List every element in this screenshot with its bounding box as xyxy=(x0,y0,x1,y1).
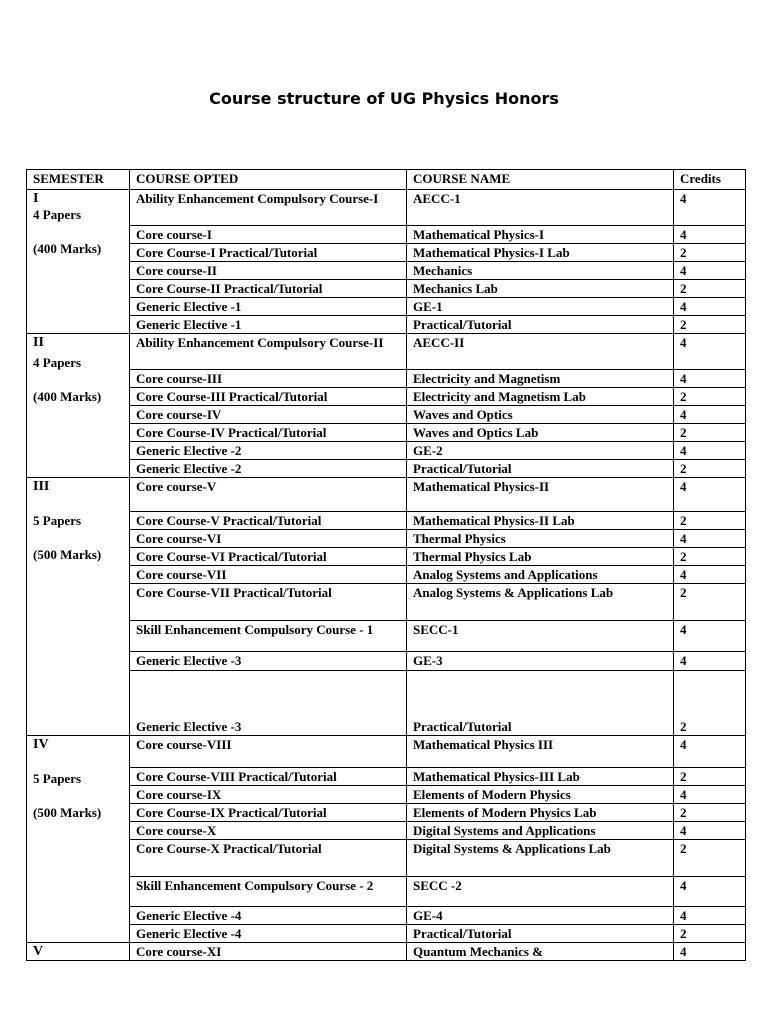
table-row xyxy=(27,424,746,442)
credits-cell: 4 xyxy=(674,442,746,460)
credits-cell: 4 xyxy=(674,190,746,226)
course-name-cell: Analog Systems & Applications Lab xyxy=(407,584,674,621)
credits-cell: 4 xyxy=(674,262,746,280)
course-opted-cell: Core Course-IV Practical/Tutorial xyxy=(130,424,407,442)
course-name-cell: SECC -2 xyxy=(407,877,674,907)
course-opted-cell: Core course-IX xyxy=(130,786,407,804)
course-opted-cell: Core Course-I Practical/Tutorial xyxy=(130,244,407,262)
credits-cell: 2 xyxy=(674,424,746,442)
credits-cell: 2 xyxy=(674,316,746,334)
semester-papers: 4 Papers xyxy=(33,355,82,370)
course-opted-cell: Generic Elective -1 xyxy=(130,316,407,334)
semester-cell xyxy=(27,478,130,736)
semester-numeral: V xyxy=(33,944,44,959)
course-name-cell: Mechanics Lab xyxy=(407,280,674,298)
credits-cell: 2 xyxy=(674,460,746,478)
table-row xyxy=(27,442,746,460)
credits-cell: 2 xyxy=(674,584,746,621)
credits-cell: 2 xyxy=(674,925,746,943)
table-row xyxy=(27,621,746,652)
table-row xyxy=(27,334,746,370)
course-opted-cell: Skill Enhancement Compulsory Course - 1 xyxy=(130,621,407,652)
course-name-cell: Waves and Optics Lab xyxy=(407,424,674,442)
credits-cell: 4 xyxy=(674,334,746,370)
course-name-cell: Mathematical Physics-II Lab xyxy=(407,512,674,530)
table-row xyxy=(27,478,746,512)
semester-cell xyxy=(27,190,130,334)
course-opted-cell: Core Course-V Practical/Tutorial xyxy=(130,512,407,530)
credits-cell: 4 xyxy=(674,226,746,244)
course-opted-cell: Core Course-VII Practical/Tutorial xyxy=(130,584,407,621)
header-course-name: COURSE NAME xyxy=(407,170,674,190)
table-row xyxy=(27,804,746,822)
course-name-cell: Analog Systems and Applications xyxy=(407,566,674,584)
course-opted-cell: Core course-III xyxy=(130,370,407,388)
semester-numeral: IV xyxy=(33,737,49,752)
credits-cell: 2 xyxy=(674,548,746,566)
course-name-cell: Electricity and Magnetism Lab xyxy=(407,388,674,406)
credits-cell: 4 xyxy=(674,736,746,768)
header-course-opted: COURSE OPTED xyxy=(130,170,407,190)
table-row xyxy=(27,406,746,424)
course-name-cell: Electricity and Magnetism xyxy=(407,370,674,388)
semester-numeral: II xyxy=(33,335,44,350)
table-row xyxy=(27,316,746,334)
course-opted-cell: Core course-VIII xyxy=(130,736,407,768)
credits-cell: 2 xyxy=(674,512,746,530)
course-name-cell: Mathematical Physics-II xyxy=(407,478,674,512)
course-opted-cell: Core course-X xyxy=(130,822,407,840)
table-row xyxy=(27,768,746,786)
credits-cell: 4 xyxy=(674,370,746,388)
table-row xyxy=(27,566,746,584)
course-opted-cell: Core course-I xyxy=(130,226,407,244)
course-opted-cell: Core course-VI xyxy=(130,530,407,548)
semester-cell xyxy=(27,334,130,478)
course-name-cell: GE-2 xyxy=(407,442,674,460)
course-name-cell: Mathematical Physics III xyxy=(407,736,674,768)
semester-marks: (400 Marks) xyxy=(33,241,102,256)
credits-cell: 4 xyxy=(674,943,746,961)
course-opted-cell: Core Course-X Practical/Tutorial xyxy=(130,840,407,877)
credits-cell: 4 xyxy=(674,621,746,652)
course-name-cell: AECC-II xyxy=(407,334,674,370)
course-name-cell: AECC-1 xyxy=(407,190,674,226)
table-row xyxy=(27,943,746,961)
course-name-cell: SECC-1 xyxy=(407,621,674,652)
credits-cell: 2 xyxy=(674,840,746,877)
table-row xyxy=(27,226,746,244)
course-opted-cell: Ability Enhancement Compulsory Course-I xyxy=(130,190,407,226)
semester-cell xyxy=(27,943,130,961)
table-row xyxy=(27,548,746,566)
table-row xyxy=(27,786,746,804)
table-row xyxy=(27,280,746,298)
course-name-cell: Mathematical Physics-I xyxy=(407,226,674,244)
semester-numeral: I xyxy=(33,191,39,206)
course-name-cell: Digital Systems & Applications Lab xyxy=(407,840,674,877)
course-opted-cell: Ability Enhancement Compulsory Course-II xyxy=(130,334,407,370)
course-opted-cell: Generic Elective -3 xyxy=(130,652,407,671)
semester-marks: (400 Marks) xyxy=(33,389,102,404)
table-row xyxy=(27,370,746,388)
table-header-row xyxy=(27,170,746,190)
table-row xyxy=(27,736,746,768)
table-row xyxy=(27,298,746,316)
credits-cell: 2 xyxy=(674,671,746,736)
table-row xyxy=(27,530,746,548)
semester-papers: 5 Papers xyxy=(33,771,82,786)
semester-papers: 4 Papers xyxy=(33,207,82,222)
table-row xyxy=(27,244,746,262)
course-opted-cell: Core course-XI xyxy=(130,943,407,961)
credits-cell: 4 xyxy=(674,877,746,907)
page-title: Course structure of UG Physics Honors xyxy=(209,89,559,108)
course-name-cell: Thermal Physics Lab xyxy=(407,548,674,566)
header-credits: Credits xyxy=(674,170,746,190)
course-opted-cell: Core course-V xyxy=(130,478,407,512)
course-name-cell: Practical/Tutorial xyxy=(407,460,674,478)
course-name-cell: Mathematical Physics-I Lab xyxy=(407,244,674,262)
credits-cell: 2 xyxy=(674,768,746,786)
table-row xyxy=(27,388,746,406)
course-name-cell: Mechanics xyxy=(407,262,674,280)
course-opted-cell: Generic Elective -4 xyxy=(130,925,407,943)
course-name-cell: Digital Systems and Applications xyxy=(407,822,674,840)
course-name-cell: GE-1 xyxy=(407,298,674,316)
table-row xyxy=(27,262,746,280)
table-row xyxy=(27,512,746,530)
credits-cell: 2 xyxy=(674,280,746,298)
course-opted-cell: Core Course-VI Practical/Tutorial xyxy=(130,548,407,566)
credits-cell: 4 xyxy=(674,530,746,548)
course-name-cell: GE-3 xyxy=(407,652,674,671)
credits-cell: 4 xyxy=(674,406,746,424)
course-name-cell: Quantum Mechanics & xyxy=(407,943,674,961)
course-name-cell: Practical/Tutorial xyxy=(407,316,674,334)
table-row xyxy=(27,584,746,621)
course-opted-cell: Generic Elective -2 xyxy=(130,460,407,478)
course-opted-cell: Generic Elective -1 xyxy=(130,298,407,316)
course-opted-cell: Core course-II xyxy=(130,262,407,280)
course-opted-cell: Generic Elective -4 xyxy=(130,907,407,925)
table-body xyxy=(27,190,746,961)
course-name-cell: Thermal Physics xyxy=(407,530,674,548)
course-name-cell: Elements of Modern Physics Lab xyxy=(407,804,674,822)
semester-marks: (500 Marks) xyxy=(33,805,102,820)
course-opted-cell: Generic Elective -2 xyxy=(130,442,407,460)
semester-marks: (500 Marks) xyxy=(33,547,102,562)
course-opted-cell: Core Course-III Practical/Tutorial xyxy=(130,388,407,406)
credits-cell: 4 xyxy=(674,652,746,671)
table-row xyxy=(27,877,746,907)
course-name-cell: Mathematical Physics-III Lab xyxy=(407,768,674,786)
course-opted-cell: Generic Elective -3 xyxy=(130,671,407,736)
credits-cell: 4 xyxy=(674,478,746,512)
table-row xyxy=(27,925,746,943)
course-opted-cell: Core course-VII xyxy=(130,566,407,584)
table-row xyxy=(27,671,746,736)
table-row xyxy=(27,822,746,840)
table-row xyxy=(27,840,746,877)
course-name-cell: GE-4 xyxy=(407,907,674,925)
table-row xyxy=(27,190,746,226)
credits-cell: 2 xyxy=(674,244,746,262)
table-row xyxy=(27,460,746,478)
credits-cell: 2 xyxy=(674,388,746,406)
semester-numeral: III xyxy=(33,479,50,494)
course-name-cell: Waves and Optics xyxy=(407,406,674,424)
course-structure-table xyxy=(26,169,746,961)
course-opted-cell: Core Course-II Practical/Tutorial xyxy=(130,280,407,298)
course-name-cell: Elements of Modern Physics xyxy=(407,786,674,804)
credits-cell: 4 xyxy=(674,566,746,584)
credits-cell: 4 xyxy=(674,907,746,925)
semester-cell xyxy=(27,736,130,943)
semester-papers: 5 Papers xyxy=(33,513,82,528)
table-row xyxy=(27,652,746,671)
course-opted-cell: Skill Enhancement Compulsory Course - 2 xyxy=(130,877,407,907)
credits-cell: 4 xyxy=(674,786,746,804)
credits-cell: 4 xyxy=(674,822,746,840)
credits-cell: 4 xyxy=(674,298,746,316)
table-row xyxy=(27,907,746,925)
course-name-cell: Practical/Tutorial xyxy=(407,925,674,943)
credits-cell: 2 xyxy=(674,804,746,822)
course-opted-cell: Core Course-VIII Practical/Tutorial xyxy=(130,768,407,786)
header-semester: SEMESTER xyxy=(27,170,130,190)
course-opted-cell: Core Course-IX Practical/Tutorial xyxy=(130,804,407,822)
course-name-cell: Practical/Tutorial xyxy=(407,671,674,736)
course-opted-cell: Core course-IV xyxy=(130,406,407,424)
